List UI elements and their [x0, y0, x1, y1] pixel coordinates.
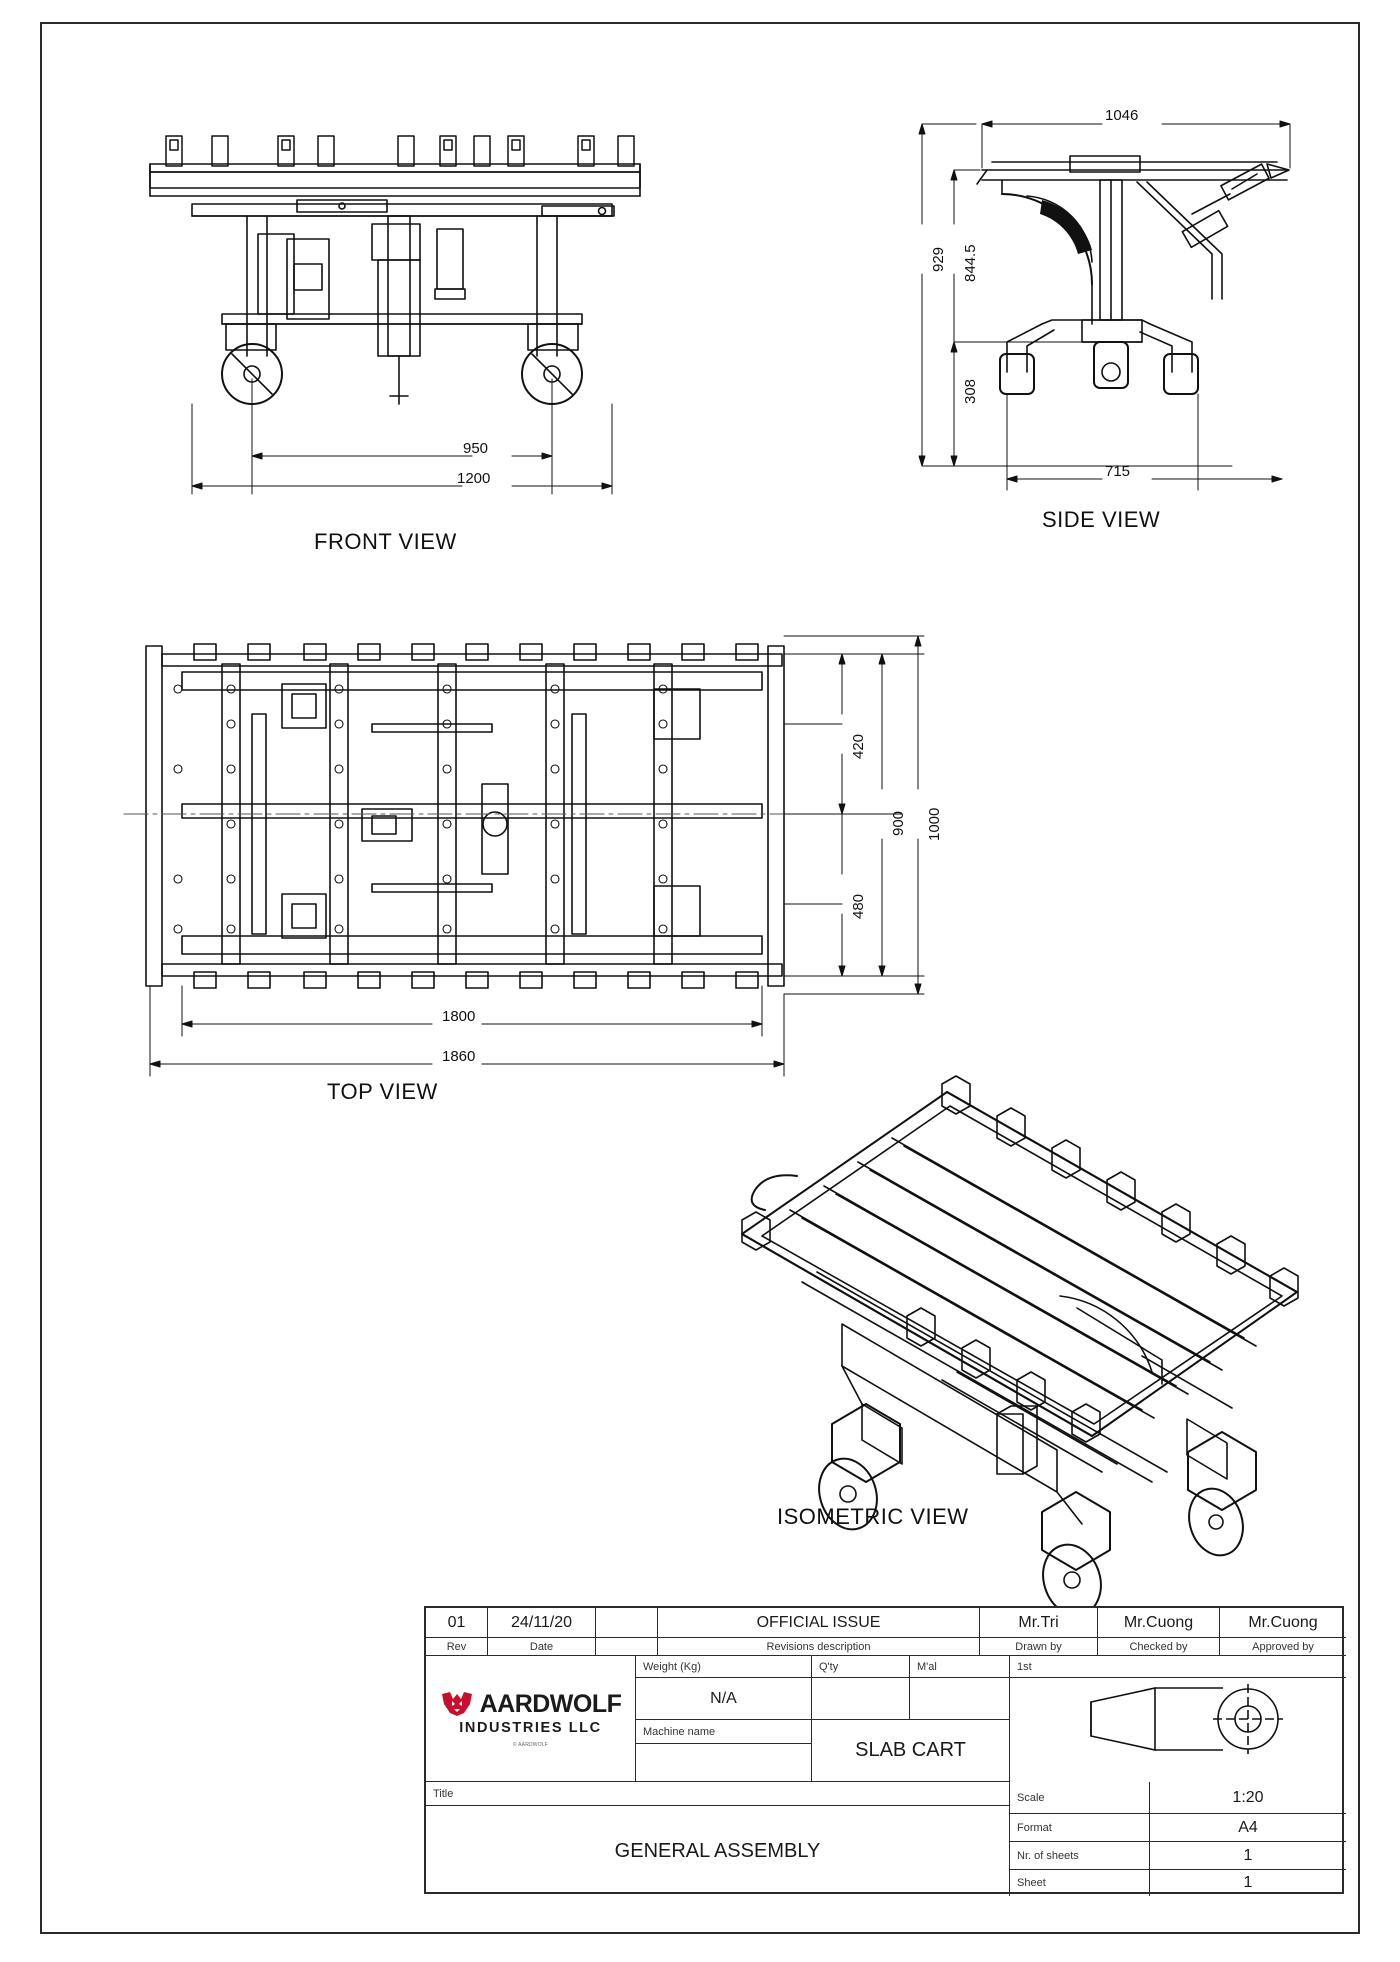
front-view-label: FRONT VIEW [314, 529, 457, 554]
company-name: AARDWOLF [479, 1689, 622, 1718]
company-logo [426, 1656, 636, 1782]
rev-value: 01 [426, 1608, 488, 1638]
weight-value: N/A [636, 1678, 812, 1720]
dim-front-1200: 1200 [457, 470, 491, 487]
qty-label: Q'ty [812, 1656, 910, 1678]
wolf-head-icon [440, 1691, 474, 1717]
title-value: GENERAL ASSEMBLY [426, 1806, 1010, 1896]
front-view-geometry [150, 136, 640, 404]
company-subtitle: INDUSTRIES LLC [459, 1719, 602, 1736]
scale-value: 1:20 [1150, 1782, 1346, 1814]
format-value: A4 [1150, 1814, 1346, 1842]
machine-name-spacer [636, 1744, 812, 1782]
sheet-value: 1 [1243, 1874, 1253, 1891]
date-label: Date [488, 1638, 596, 1656]
approved-by-label: Approved by [1220, 1638, 1346, 1656]
rev-label: Rev [426, 1638, 488, 1656]
side-view-dimensions [919, 121, 1290, 490]
rev-blank-cell [596, 1608, 658, 1638]
dim-side-1046: 1046 [1105, 107, 1139, 124]
side-view-geometry [977, 156, 1289, 394]
title-label: Title [426, 1782, 812, 1806]
dim-top-480: 480 [850, 893, 867, 919]
rev-header-blank [596, 1638, 658, 1656]
top-view-geometry [124, 644, 802, 988]
projection-symbol-cell [1010, 1656, 1346, 1782]
rev-checked-value: Mr.Cuong [1098, 1608, 1220, 1638]
material-label: M'al [910, 1656, 1010, 1678]
drawing-sheet [40, 22, 1360, 1934]
dim-top-1860: 1860 [442, 1048, 476, 1065]
machine-name-value: SLAB CART [812, 1720, 1010, 1782]
company-fine-print: © AARDWOLF [512, 1741, 549, 1748]
dim-side-308: 308 [962, 378, 979, 404]
dim-top-1000: 1000 [926, 807, 943, 841]
rev-drawn-value: Mr.Tri [980, 1608, 1098, 1638]
dim-side-715: 715 [1105, 463, 1131, 480]
rev-approved-value: Mr.Cuong [1220, 1608, 1346, 1638]
dim-top-900: 900 [890, 810, 907, 836]
first-angle-projection-icon [1063, 1682, 1293, 1756]
material-value [910, 1678, 1010, 1720]
top-view-label: TOP VIEW [327, 1079, 438, 1104]
machine-name-label: Machine name [636, 1720, 812, 1744]
sheet-label: Sheet [1010, 1870, 1150, 1896]
weight-label: Weight (Kg) [636, 1656, 812, 1678]
rev-description-value: OFFICIAL ISSUE [658, 1608, 980, 1638]
rev-date-value: 24/11/20 [488, 1608, 596, 1638]
title-spacer [812, 1782, 1010, 1806]
revisions-description-label: Revisions description [658, 1638, 980, 1656]
scale-label: Scale [1010, 1782, 1150, 1814]
dim-front-950: 950 [463, 440, 489, 457]
qty-value [812, 1678, 910, 1720]
projection-label: 1st [1010, 1656, 1346, 1678]
number-of-sheets-value: 1 [1150, 1842, 1346, 1870]
title-block [424, 1606, 1344, 1894]
isometric-view-label: ISOMETRIC VIEW [777, 1504, 969, 1529]
dim-top-1800: 1800 [442, 1008, 476, 1025]
checked-by-label: Checked by [1098, 1638, 1220, 1656]
number-of-sheets-label: Nr. of sheets [1010, 1842, 1150, 1870]
dim-side-844-5: 844.5 [962, 244, 979, 282]
dim-side-929: 929 [930, 246, 947, 272]
dim-top-420: 420 [850, 733, 867, 759]
format-label: Format [1010, 1814, 1150, 1842]
isometric-view-geometry [742, 1076, 1298, 1623]
side-view-label: SIDE VIEW [1042, 507, 1161, 532]
drawn-by-label: Drawn by [980, 1638, 1098, 1656]
